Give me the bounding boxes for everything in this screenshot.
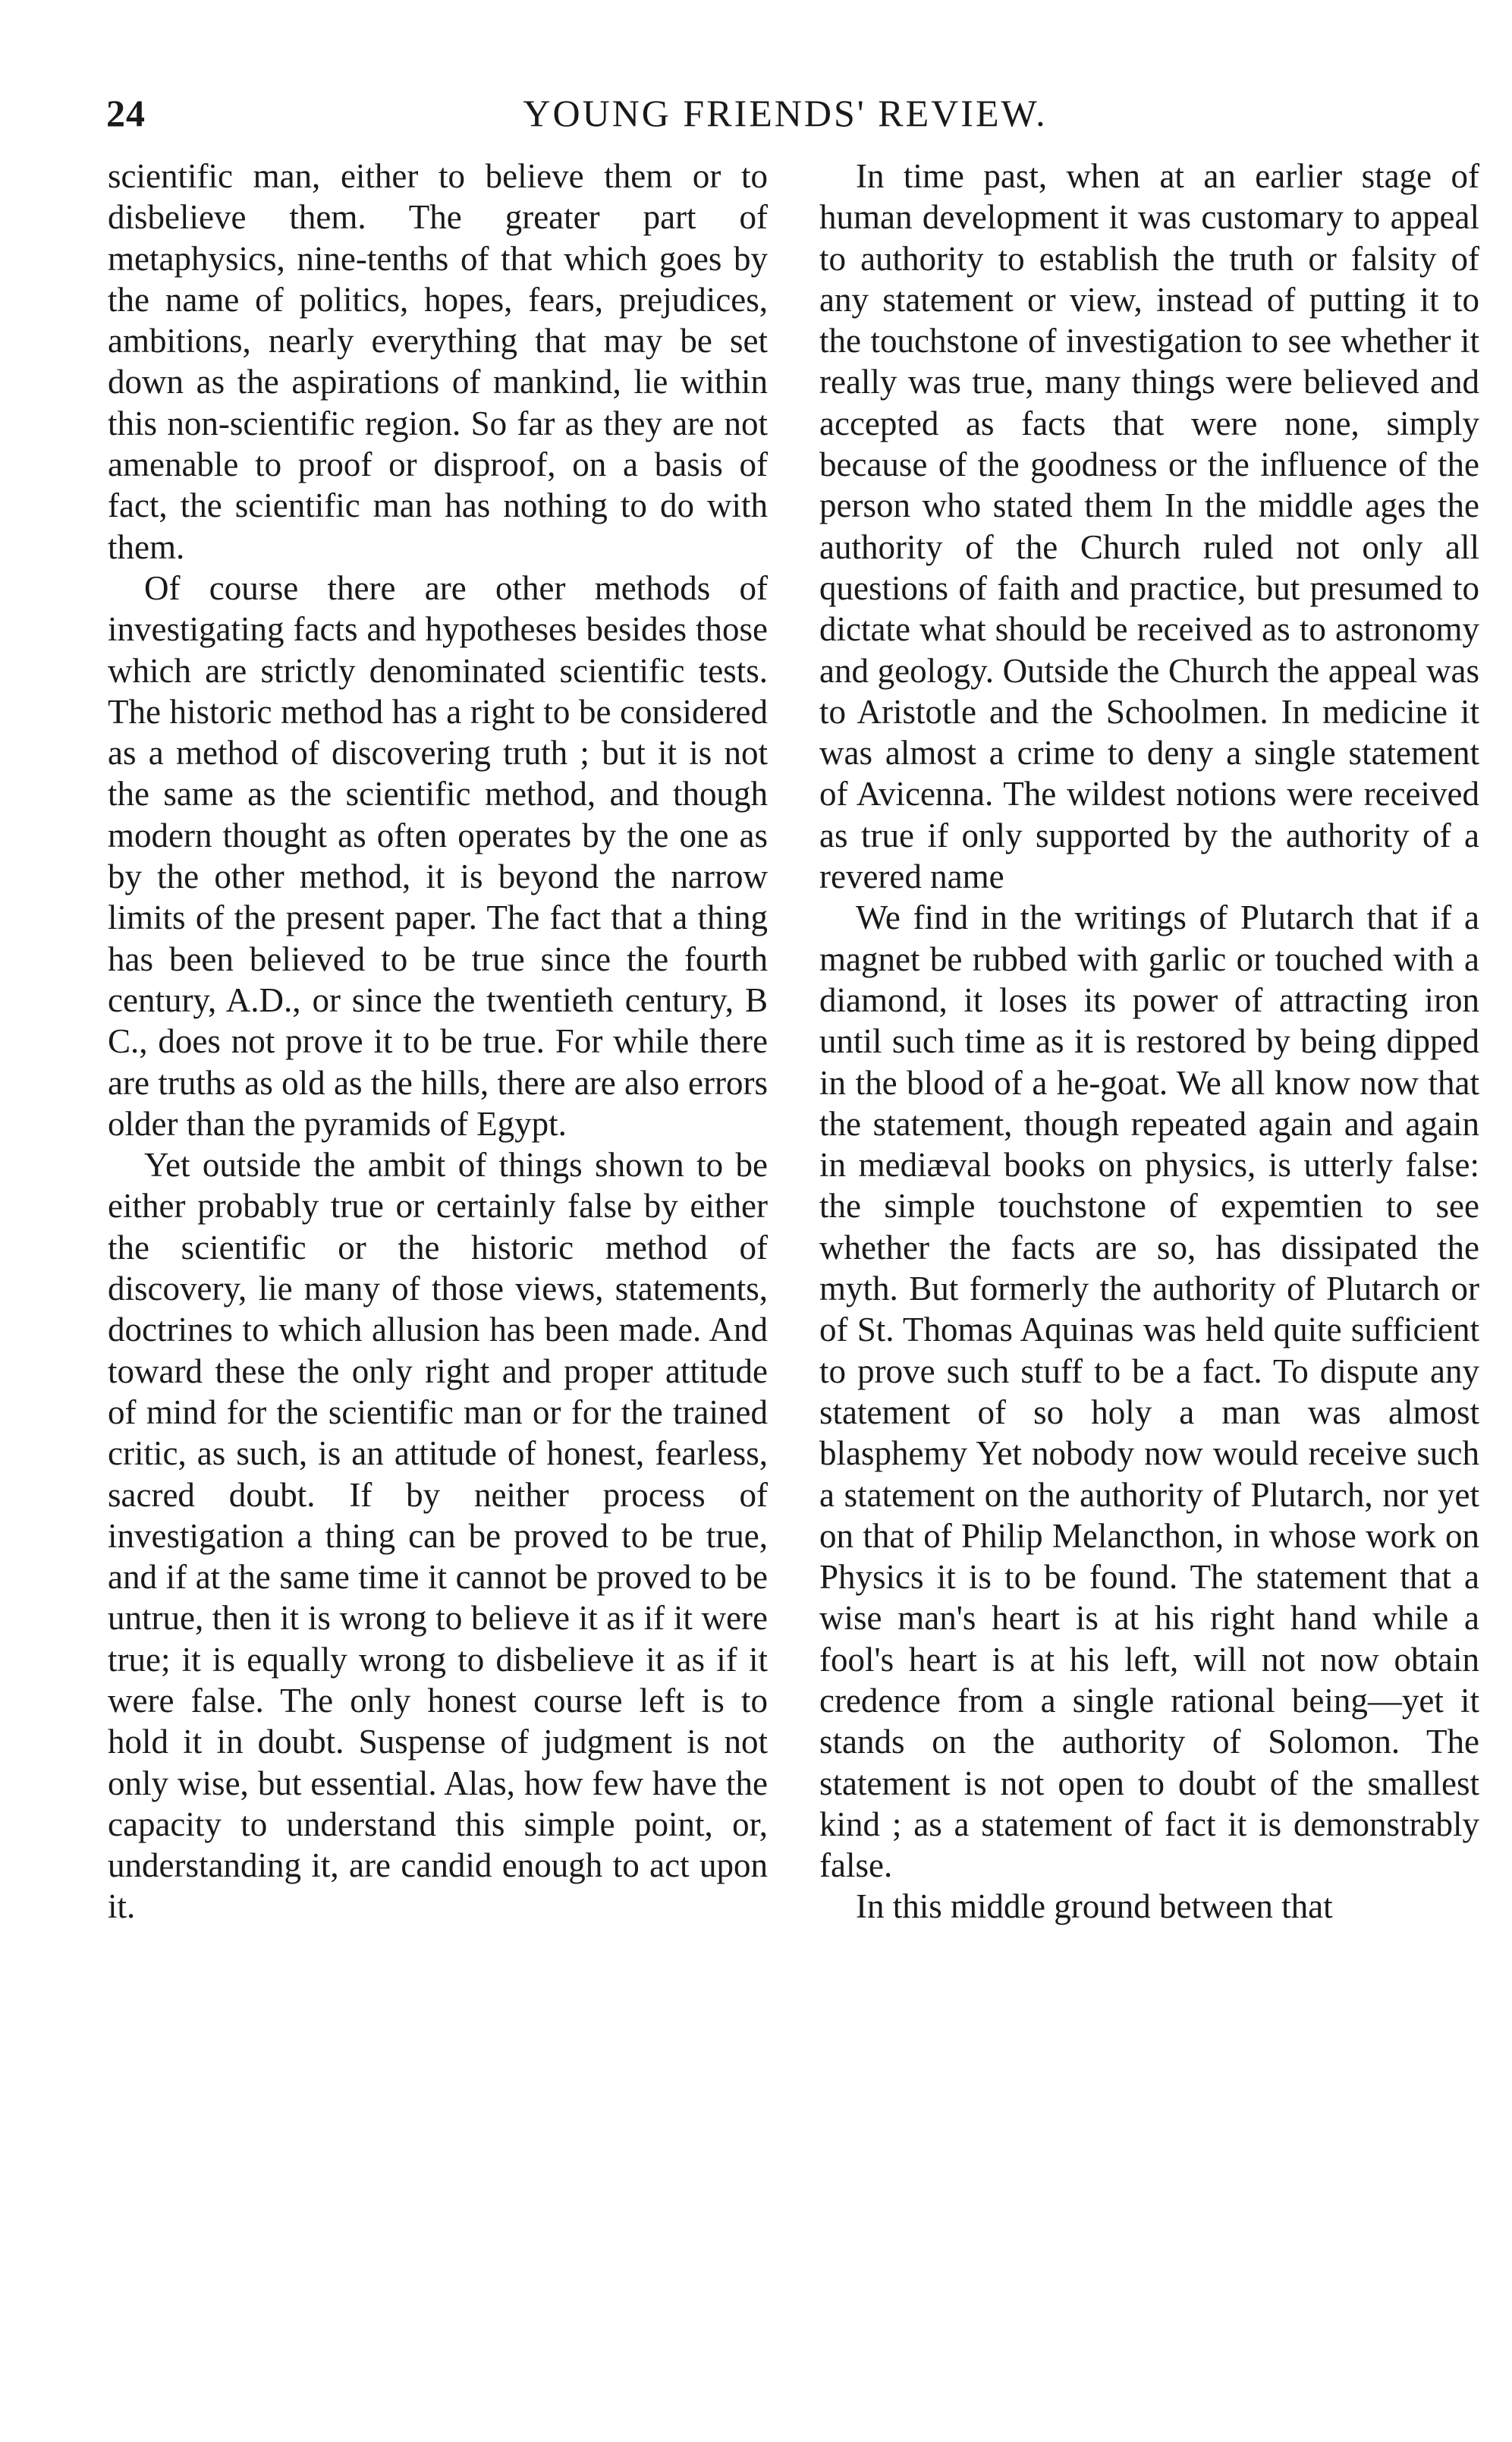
left-column	[108, 156, 768, 1927]
paragraph: In this middle ground between that	[856, 1887, 1333, 1926]
running-title: YOUNG FRIENDS' REVIEW.	[523, 92, 1048, 134]
page-header	[106, 91, 1464, 144]
right-column	[819, 156, 1479, 1927]
paragraph: In time past, when at an earlier stage of human development it was customary to appeal to authority to establish the truth or falsity of any statement or view, instead of putting it to the touchstone of investigation to see whether it really was true, many things were believed and accepted as facts that were none, simply because of the goodness or the influence of the person who stated them In the middle ages the authority of the Church ruled not only all questions of faith and practice, but presumed to dictate what should be received as to astronomy and geology. Outside the Church the appeal was to Aristotle and the Schoolmen. In medicine it was almost a crime to deny a single statement of Avicenna. The wildest notions were received as true if only supported by the authority of a revered name	[819, 157, 1479, 896]
paragraph: We find in the writings of Plutarch that if a magnet be rubbed with garlic or touched with a diamond, it loses its power of attracting iron until such time as it is restored by being dipped in the blood of a he-goat. We all know now that the statement, though repeated again and again in mediæval books on physics, is utterly false: the simple touchstone of expemtien to see whether the facts are so, has dissipated the myth. But formerly the authority of Plutarch or of St. Thomas Aquinas was held quite sufficient to prove such stuff to be a fact. To dispute any statement of so holy a man was almost blasphemy Yet nobody now would receive such a statement on the authority of Plutarch, nor yet on that of Philip Melancthon, in whose work on Physics it is to be found. The statement that a wise man's heart is at his right hand while a fool's heart is at his left, will not now obtain credence from a single rational being—yet it stands on the authority of Solomon. The statement is not open to doubt of the smallest kind ; as a statement of fact it is demonstrably false.	[819, 898, 1479, 1885]
paragraph: scientific man, either to believe them or to disbelieve them. The greater part of metaphysics, nine-tenths of that which goes by the name of politics, hopes, fears, prejudices, ambitions, nearly everything that may be set down as the aspirations of mankind, lie within this non-scientific region. So far as they are not amenable to proof or disproof, on a basis of fact, the scientific man has nothing to do with them.	[108, 157, 768, 566]
paragraph: Yet outside the ambit of things shown to be either probably true or certainly false by either the scientific or the historic method of discovery, lie many of those views, statements, doctrines to which allusion has been made. And toward these the only right and proper attitude of mind for the scientific man or for the trained critic, as such, is an attitude of honest, fearless, sacred doubt. If by neither process of investigation a thing can be proved to be true, and if at the same time it cannot be proved to be untrue, then it is wrong to believe it as if it were true; it is equally wrong to disbelieve it as if it were false. The only honest course left is to hold it in doubt. Suspense of judgment is not only wise, but essential. Alas, how few have the capacity to understand this simple point, or, understanding it, are candid enough to act upon it.	[108, 1146, 768, 1926]
paragraph: Of course there are other methods of investigating facts and hypotheses besides those which are strictly denominated scientific tests. The historic method has a right to be considered as a method of discovering truth ; but it is not the same as the scientific method, and though modern thought as often operates by the one as by the other method, it is beyond the narrow limits of the present paper. The fact that a thing has been believed to be true since the fourth century, A.D., or since the twentieth century, B C., does not prove it to be true. For while there are truths as old as the hills, there are also errors older than the pyramids of Egypt.	[108, 568, 768, 1143]
page-number: 24	[106, 92, 146, 134]
